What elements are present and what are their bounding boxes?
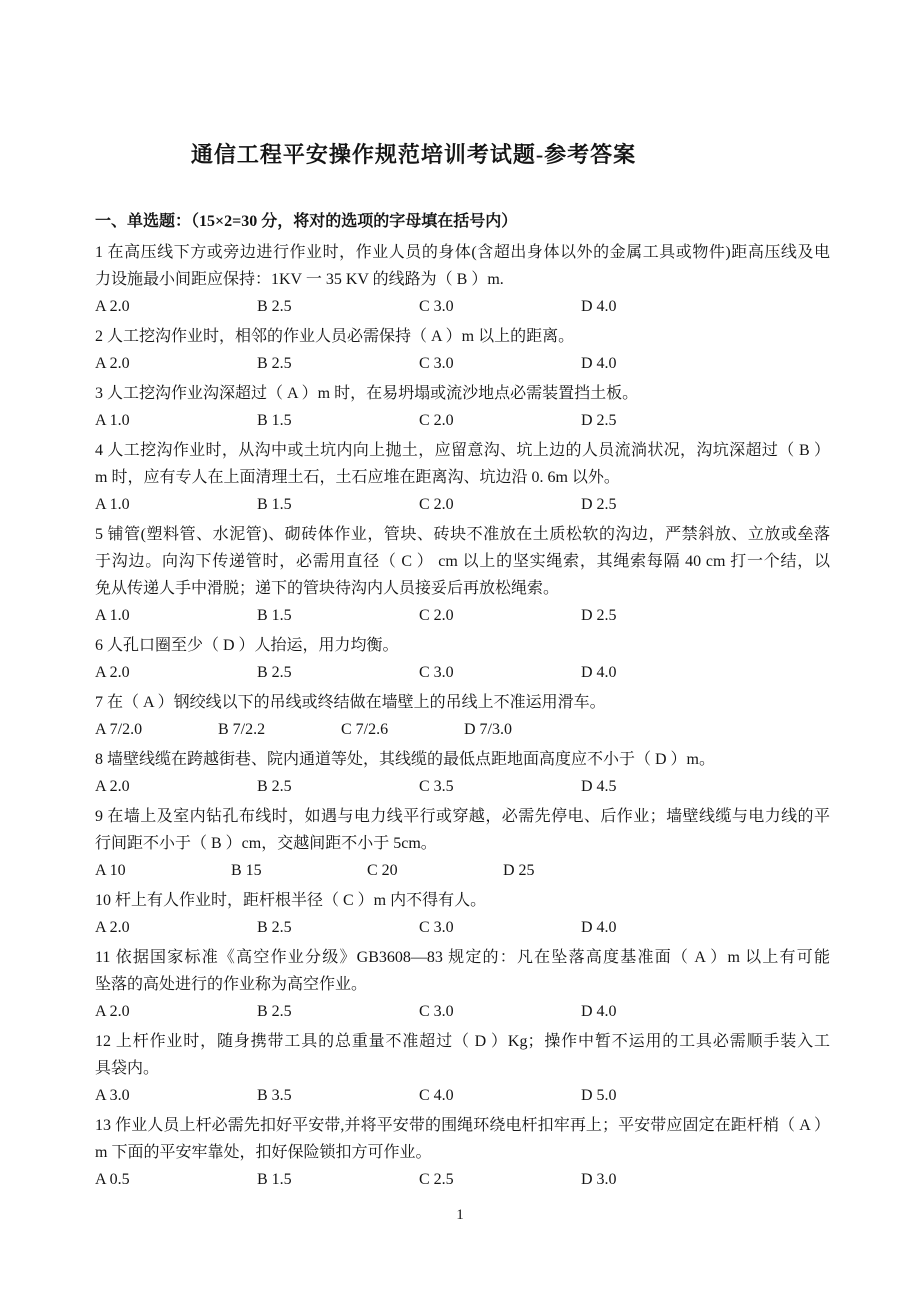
question-text-line: 6 人孔口圈至少（ D ）人抬运，用力均衡。 [95, 637, 399, 654]
option-a: A 2.0 [95, 298, 130, 315]
question-text-line: 免从传递人手中滑脱；递下的管块待沟内人员接妥后再放松绳索。 [95, 580, 560, 597]
option-d: D 4.0 [581, 1003, 617, 1020]
question-text-line: 2 人工挖沟作业时，相邻的作业人员必需保持（ A ）m 以上的距离。 [95, 328, 575, 345]
option-a: A 1.0 [95, 607, 130, 624]
question-text-line: m 时，应有专人在上面清理土石，土石应堆在距离沟、坑边沿 0. 6m 以外。 [95, 469, 620, 486]
question-text-line: 行间距不小于（ B ）cm，交越间距不小于 5cm。 [95, 835, 437, 852]
options-row [95, 914, 830, 941]
option-a: A 2.0 [95, 355, 130, 372]
options-row [95, 491, 830, 518]
question-text-line: 4 人工挖沟作业时，从沟中或土坑内向上抛土，应留意沟、坑上边的人员流淌状况，沟坑深超过（ B ） [95, 442, 830, 459]
question-text-line: 10 杆上有人作业时，距杆根半径（ C ）m 内不得有人。 [95, 892, 487, 909]
option-d: D 4.0 [581, 355, 617, 372]
question-block [95, 521, 830, 629]
option-a: A 2.0 [95, 664, 130, 681]
option-b: B 1.5 [257, 412, 292, 429]
question-block [95, 887, 830, 941]
question-text-line: 3 人工挖沟作业沟深超过（ A ）m 时，在易坍塌或流沙地点必需装置挡土板。 [95, 385, 639, 402]
options-row [95, 602, 830, 629]
option-b: B 1.5 [257, 1171, 292, 1188]
question-text-line: 9 在墙上及室内钻孔布线时，如遇与电力线平行或穿越，必需先停电、后作业；墙壁线缆与电力线的平 [95, 808, 830, 825]
option-d: D 3.0 [581, 1171, 617, 1188]
option-c: C 2.5 [419, 1171, 454, 1188]
option-d: D 2.5 [581, 607, 617, 624]
option-c: C 3.0 [419, 664, 454, 681]
option-c: C 3.5 [419, 778, 454, 795]
option-c: C 3.0 [419, 298, 454, 315]
option-d: D 4.5 [581, 778, 617, 795]
option-b: B 2.5 [257, 355, 292, 372]
options-row [95, 293, 830, 320]
section-header: 一、单选题：（15×2=30 分，将对的选项的字母填在括号内） [95, 213, 518, 230]
options-row [95, 857, 830, 884]
question-text-line: 1 在高压线下方或旁边进行作业时，作业人员的身体(含超出身体以外的金属工具或物件)距高压线及电 [95, 244, 830, 261]
option-b: B 2.5 [257, 1003, 292, 1020]
option-b: B 3.5 [257, 1087, 292, 1104]
document-content [95, 0, 830, 1196]
options-row [95, 1082, 830, 1109]
question-text-line: 12 上杆作业时，随身携带工具的总重量不准超过（ D ）Kg；操作中暂不运用的工具必需顺手装入工 [95, 1033, 830, 1050]
question-text-line: 13 作业人员上杆必需先扣好平安带,并将平安带的围绳环绕电杆扣牢再上；平安带应固定在距杆梢（ A ） [95, 1117, 830, 1134]
option-d: D 4.0 [581, 919, 617, 936]
option-c: C 2.0 [419, 607, 454, 624]
option-b: B 1.5 [257, 607, 292, 624]
question-block [95, 803, 830, 884]
option-a: A 3.0 [95, 1087, 130, 1104]
question-block [95, 1112, 830, 1193]
option-a: A 1.0 [95, 496, 130, 513]
page-number: 1 [456, 1207, 464, 1223]
option-c: C 2.0 [419, 496, 454, 513]
option-b: B 2.5 [257, 664, 292, 681]
question-block [95, 689, 830, 743]
options-row [95, 773, 830, 800]
option-b: B 2.5 [257, 778, 292, 795]
options-row [95, 407, 830, 434]
question-text-line: 于沟边。向沟下传递管时，必需用直径（ C ） cm 以上的坚实绳索，其绳索每隔 40 cm 打一个结，以 [95, 553, 830, 570]
document-title: 通信工程平安操作规范培训考试题-参考答案 [190, 142, 637, 167]
option-d: D 2.5 [581, 496, 617, 513]
options-row [95, 659, 830, 686]
question-block [95, 380, 830, 434]
option-d: D 5.0 [581, 1087, 617, 1104]
option-a: A 2.0 [95, 778, 130, 795]
option-b: B 7/2.2 [218, 721, 266, 738]
option-c: C 4.0 [419, 1087, 454, 1104]
option-d: D 4.0 [581, 664, 617, 681]
question-text-line: 具袋内。 [95, 1060, 160, 1077]
option-b: B 15 [231, 862, 262, 879]
options-row [95, 716, 830, 743]
question-block [95, 239, 830, 320]
option-d: D 4.0 [581, 298, 617, 315]
option-a: A 2.0 [95, 1003, 130, 1020]
option-a: A 1.0 [95, 412, 130, 429]
option-c: C 3.0 [419, 355, 454, 372]
option-a: A 10 [95, 862, 126, 879]
question-block [95, 746, 830, 800]
question-text-line: 8 墙壁线缆在跨越街巷、院内通道等处，其线缆的最低点距地面高度应不小于（ D ）m。 [95, 751, 716, 768]
question-text-line: 11 依据国家标准《高空作业分级》GB3608—83 规定的：凡在坠落高度基准面（ A ）m 以上有可能 [95, 949, 830, 966]
option-c: C 3.0 [419, 1003, 454, 1020]
option-a: A 0.5 [95, 1171, 130, 1188]
option-c: C 7/2.6 [341, 721, 389, 738]
option-a: A 2.0 [95, 919, 130, 936]
option-a: A 7/2.0 [95, 721, 143, 738]
question-text-line: m 下面的平安牢靠处，扣好保险锁扣方可作业。 [95, 1144, 432, 1161]
question-block [95, 1028, 830, 1109]
question-text-line: 7 在（ A ）钢绞线以下的吊线或终结做在墙壁上的吊线上不准运用滑车。 [95, 694, 606, 711]
question-list [95, 239, 830, 1193]
option-b: B 2.5 [257, 919, 292, 936]
option-d: D 7/3.0 [464, 721, 512, 738]
question-text-line: 力设施最小间距应保持：1KV 一 35 KV 的线路为（ B ）m. [95, 271, 504, 288]
question-text-line: 5 铺管(塑料管、水泥管)、砌砖体作业，管块、砖块不准放在土质松软的沟边，严禁斜放、立放或垒落 [95, 526, 830, 543]
question-block [95, 632, 830, 686]
option-c: C 20 [367, 862, 398, 879]
option-c: C 3.0 [419, 919, 454, 936]
options-row [95, 998, 830, 1025]
question-text-line: 坠落的高处进行的作业称为高空作业。 [95, 976, 368, 993]
option-d: D 25 [503, 862, 535, 879]
options-row [95, 1166, 830, 1193]
option-b: B 1.5 [257, 496, 292, 513]
option-c: C 2.0 [419, 412, 454, 429]
question-block [95, 323, 830, 377]
options-row [95, 350, 830, 377]
question-block [95, 437, 830, 518]
question-block [95, 944, 830, 1025]
option-d: D 2.5 [581, 412, 617, 429]
option-b: B 2.5 [257, 298, 292, 315]
